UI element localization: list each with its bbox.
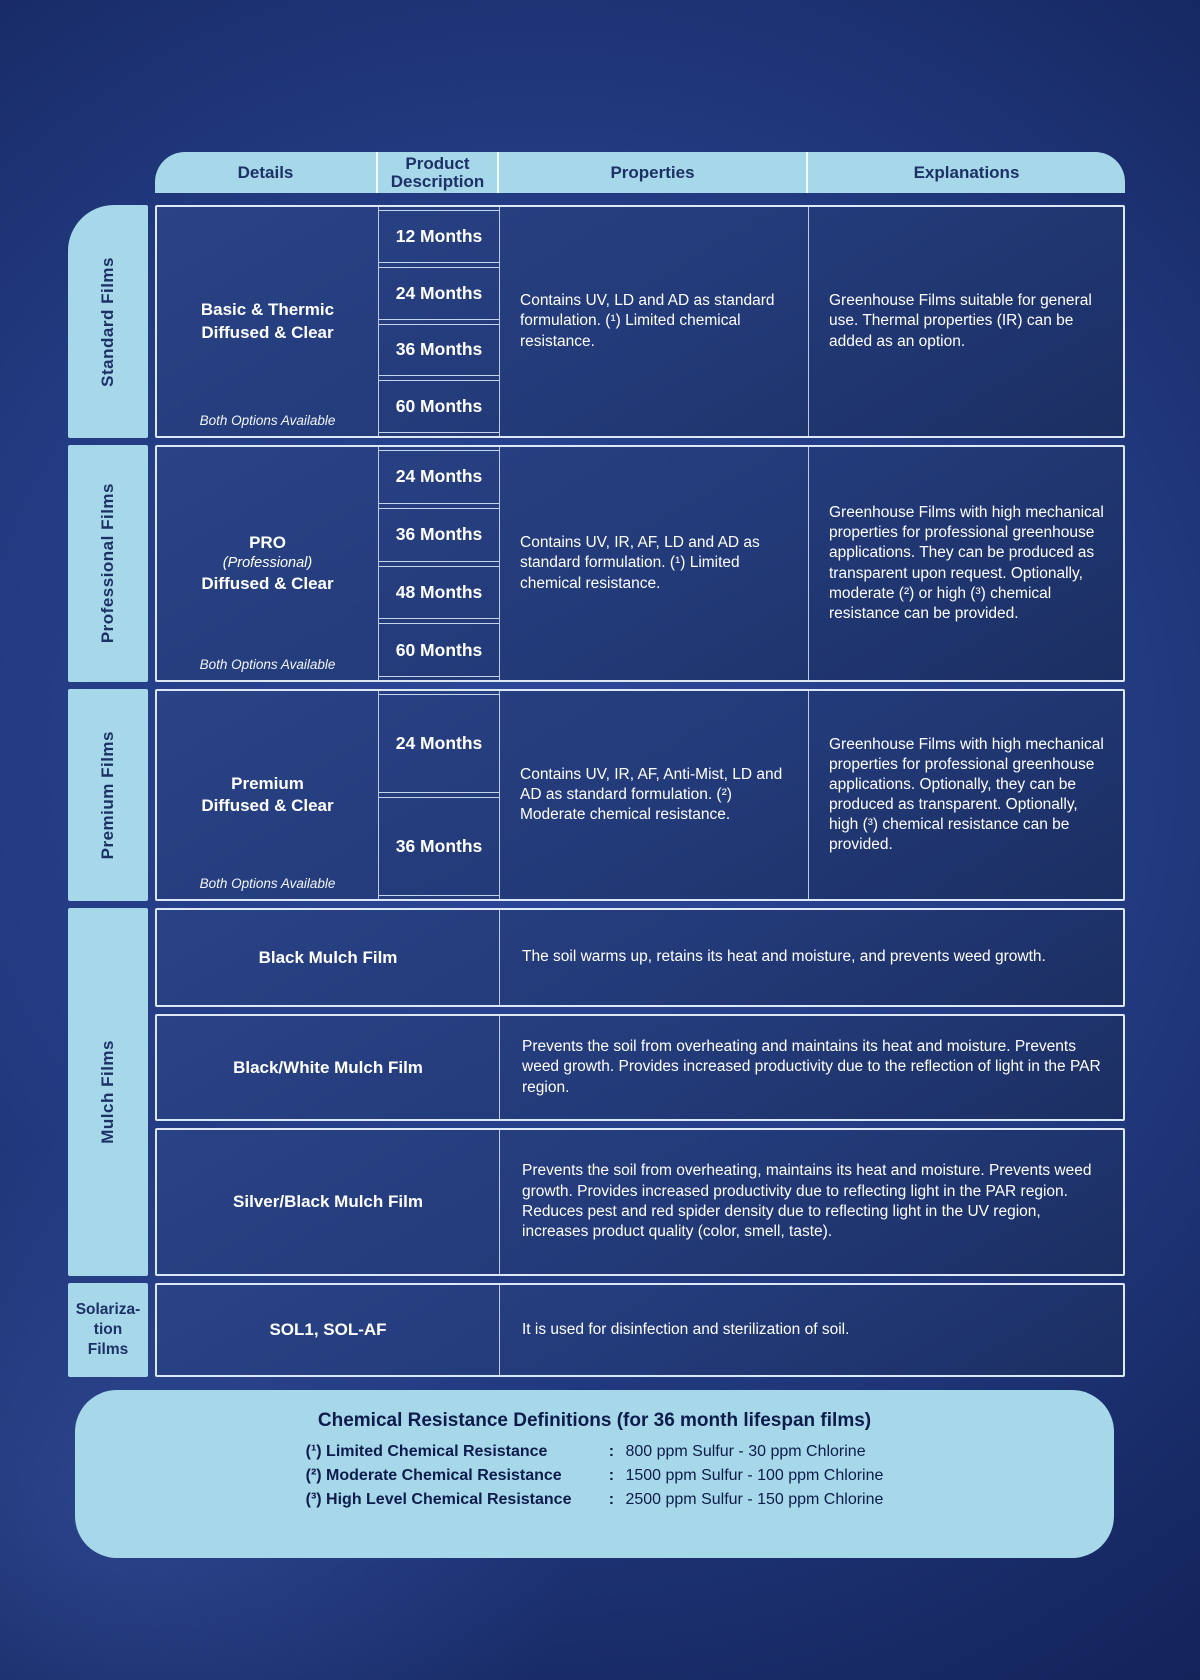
silver-black-mulch-description: Prevents the soil from overheating, maintains its heat and moisture. Prevents weed growth. Provides increased productivity due to reflecting light in the PAR region. Reduces pest and red spider density due to reflecting light in the UV region, increases product quality (color, smell, taste).: [522, 1162, 1092, 1241]
solarization-description: It is used for disinfection and sterilization of soil.: [522, 1320, 850, 1338]
solarization-products-name: SOL1, SOL-AF: [269, 1320, 387, 1339]
standard-explanations-text: Greenhouse Films suitable for general use. Thermal properties (IR) can be added as an option.: [829, 292, 1092, 350]
premium-explanations-cell: [808, 691, 1127, 899]
column-header-details: Details: [237, 162, 294, 182]
sidebar-professional-films: [68, 445, 148, 682]
standard-months-column: [378, 207, 499, 436]
definition-value: 2500 ppm Sulfur - 150 ppm Chlorine: [625, 1491, 884, 1508]
sidebar-professional-films-label: Professional Films: [98, 483, 117, 644]
pro-explanations-cell: [808, 447, 1127, 680]
month-cell: 24 Months: [379, 267, 499, 320]
standard-details-cell: [157, 207, 378, 436]
row-solarization-films: [155, 1283, 1125, 1377]
definitions-title: Chemical Resistance Definitions (for 36 month lifespan films): [317, 1410, 872, 1431]
month-cell: 36 Months: [379, 324, 499, 377]
standard-name-bottom: Diffused & Clear: [201, 322, 334, 342]
standard-properties-text: Contains UV, LD and AD as standard formulation. (¹) Limited chemical resistance.: [520, 292, 775, 350]
sidebar-premium-films-label: Premium Films: [98, 730, 117, 860]
premium-name-top: Premium: [231, 773, 304, 793]
sidebar-mulch-films: [68, 908, 148, 1276]
solarization-description-cell: [499, 1285, 1127, 1375]
month-cell: 12 Months: [379, 210, 499, 263]
pro-name-bottom: Diffused & Clear: [201, 573, 334, 593]
row-black-mulch-film: [155, 908, 1125, 1007]
definition-label: (³) High Level Chemical Resistance: [305, 1491, 572, 1508]
pro-details-cell: [157, 447, 378, 680]
premium-name-bottom: Diffused & Clear: [201, 796, 334, 815]
silver-black-mulch-name: Silver/Black Mulch Film: [233, 1192, 423, 1211]
month-cell: 36 Months: [379, 797, 499, 896]
black-white-mulch-description-cell: [499, 1016, 1127, 1119]
definition-colon: :: [608, 1491, 615, 1508]
month-cell: 36 Months: [379, 508, 499, 562]
definition-label: (¹) Limited Chemical Resistance: [305, 1443, 548, 1460]
pro-explanations-text: Greenhouse Films with high mechanical properties for professional greenhouse applications. They can be produced as transparent upon request. Optionally, moderate (²) or high (³) chemical resistance can be provided.: [829, 504, 1104, 622]
black-mulch-description: The soil warms up, retains its heat and moisture, and prevents weed growth.: [522, 948, 1046, 966]
pro-film-name: [201, 532, 333, 595]
column-header-product-description: Product Description: [376, 152, 497, 193]
month-cell: 24 Months: [379, 694, 499, 793]
definition-value: 1500 ppm Sulfur - 100 ppm Chlorine: [625, 1467, 884, 1484]
definition-colon: :: [608, 1467, 615, 1484]
chemical-resistance-definitions-panel: [75, 1390, 1114, 1558]
row-black-white-mulch-film: [155, 1014, 1125, 1121]
pro-properties-cell: [499, 447, 808, 680]
solarization-label-line-1: Solariza-: [75, 1300, 141, 1318]
section-premium-films: [155, 689, 1125, 901]
pro-name-top: PRO: [249, 533, 286, 552]
pro-properties-text: Contains UV, IR, AF, LD and AD as standard formulation. (¹) Limited chemical resistance.: [520, 534, 760, 592]
sidebar-mulch-films-label: Mulch Films: [98, 1040, 117, 1144]
definition-label: (²) Moderate Chemical Resistance: [305, 1467, 562, 1484]
month-cell: 48 Months: [379, 566, 499, 620]
column-header-properties: Properties: [497, 152, 806, 193]
row-silver-black-mulch-film: [155, 1128, 1125, 1276]
standard-subnote: Both Options Available: [199, 413, 336, 428]
sidebar-premium-films: [68, 689, 148, 901]
section-professional-films: [155, 445, 1125, 682]
black-mulch-name: Black Mulch Film: [258, 947, 398, 967]
premium-explanations-text: Greenhouse Films with high mechanical properties for professional greenhouse applications. Optionally, they can be produced as transparent. Optionally, high (³) chemical resistance can be provided.: [829, 735, 1104, 854]
premium-properties-text: Contains UV, IR, AF, Anti-Mist, LD and AD as standard formulation. (²) Moderate chemical resistance.: [520, 765, 783, 824]
premium-film-name: [201, 773, 333, 818]
premium-properties-cell: [499, 691, 808, 899]
table-header-row: [155, 152, 1125, 193]
month-cell: 24 Months: [379, 450, 499, 504]
premium-months-column: [378, 691, 499, 899]
definition-colon: :: [608, 1443, 615, 1460]
definitions-list: [306, 1443, 884, 1509]
pro-name-mid: (Professional): [222, 555, 313, 572]
sidebar-solarization-films: [68, 1283, 148, 1377]
premium-subnote: Both Options Available: [199, 876, 336, 891]
black-mulch-description-cell: [499, 910, 1127, 1005]
black-white-mulch-description: Prevents the soil from overheating and maintains its heat and moisture. Prevents weed growth. Provides increased productivity due to the reflection of light in the PAR region.: [522, 1037, 1101, 1096]
sidebar-solarization-films-label: [76, 1300, 141, 1360]
standard-explanations-cell: [808, 207, 1127, 436]
silver-black-mulch-description-cell: [499, 1130, 1127, 1274]
month-cell: 60 Months: [379, 380, 499, 433]
solarization-label-line-2: tion: [93, 1320, 123, 1338]
month-cell: 60 Months: [379, 623, 499, 677]
standard-name-top: Basic & Thermic: [200, 300, 335, 320]
pro-subnote: Both Options Available: [199, 657, 336, 672]
standard-film-name: [201, 299, 334, 344]
pro-months-column: [378, 447, 499, 680]
sidebar-standard-films-label: Standard Films: [98, 256, 117, 387]
section-standard-films: [155, 205, 1125, 438]
black-white-mulch-name: Black/White Mulch Film: [233, 1057, 423, 1077]
column-header-explanations: Explanations: [806, 152, 1125, 193]
definition-value: 800 ppm Sulfur - 30 ppm Chlorine: [625, 1443, 866, 1460]
premium-details-cell: [157, 691, 378, 899]
solarization-label-line-3: Films: [87, 1341, 129, 1359]
sidebar-standard-films: [68, 205, 148, 438]
standard-properties-cell: [499, 207, 808, 436]
